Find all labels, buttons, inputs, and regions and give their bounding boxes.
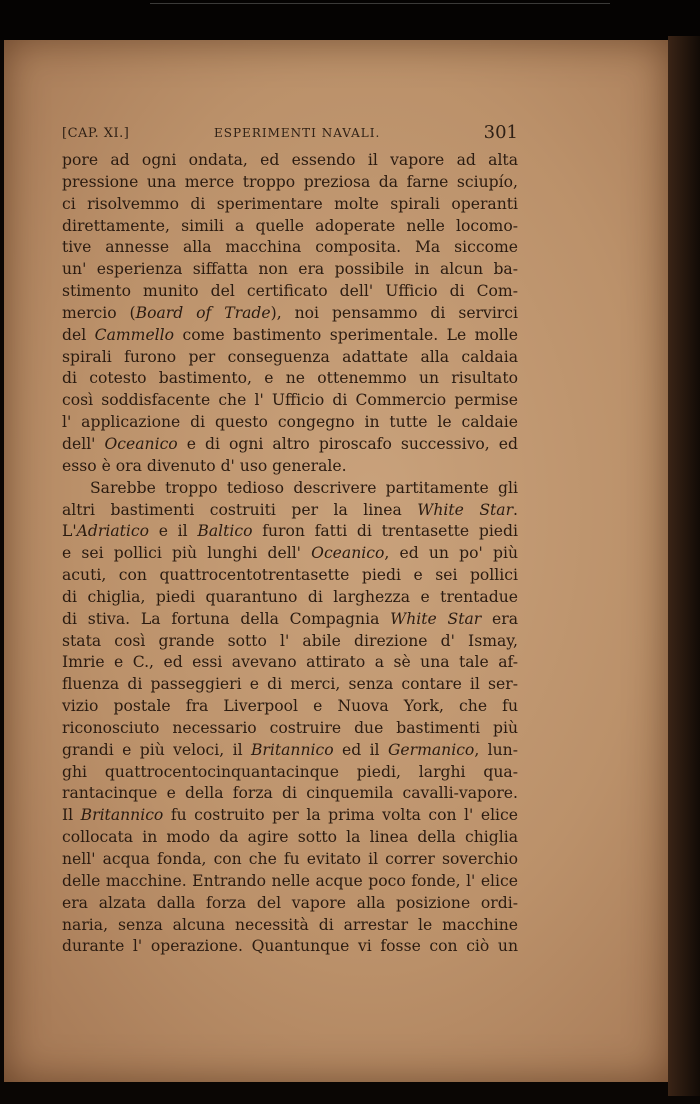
- italic-term: Britannico: [250, 740, 334, 759]
- italic-term: Adriatico: [76, 522, 150, 541]
- text-line: grandi e più veloci, il Britannico ed il Germanico, lun-: [62, 740, 518, 759]
- text-line: spirali furono per conseguenza adattate alla caldaia: [62, 347, 518, 366]
- italic-term: Cammello: [94, 325, 175, 344]
- running-title: ESPERIMENTI NAVALI.: [214, 126, 381, 140]
- text-line: mercio (Board of Trade), noi pensammo di servirci: [62, 303, 518, 322]
- text-line: L'Adriatico e il Baltico furon fatti di trentasette piedi: [62, 522, 519, 541]
- text-line: del Cammello come bastimento sperimentale. Le molle: [62, 325, 519, 344]
- text-line: di cotesto bastimento, e ne ottenemmo un risultato: [62, 369, 518, 388]
- italic-term: Oceanico: [311, 544, 385, 563]
- top-edge: [0, 0, 700, 40]
- text-line: pressione una merce troppo preziosa da farne sciupío,: [62, 172, 518, 191]
- text-line: Il Britannico fu costruito per la prima volta con l' elice: [62, 806, 518, 825]
- chapter-label: [CAP. XI.]: [62, 126, 130, 141]
- text-line: dell' Oceanico e di ogni altro piroscafo successivo, ed: [62, 434, 518, 453]
- edge-rule: [150, 3, 610, 4]
- text-line: nell' acqua fonda, con che fu evitato il correr soverchio: [62, 850, 518, 868]
- page-edge-shadow: [668, 36, 700, 1096]
- text-line: ghi quattrocentocinquantacinque piedi, larghi qua-: [62, 762, 518, 781]
- text-line: di stiva. La fortuna della Compagnia White Star era: [62, 609, 519, 628]
- page-number: 301: [483, 122, 518, 143]
- text-line: naria, senza alcuna necessità di arrestar le macchine: [62, 915, 518, 934]
- text-line: tive annesse alla macchina composita. Ma siccome: [62, 238, 518, 257]
- text-line: acuti, con quattrocentotrentasette piedi e sei pollici: [62, 566, 518, 585]
- text-line: vizio postale fra Liverpool e Nuova York, che fu: [62, 697, 518, 716]
- italic-term: Britannico: [80, 806, 164, 825]
- italic-term: Germanico: [387, 740, 475, 759]
- text-line: di chiglia, piedi quarantuno di larghezza e trentadue: [62, 587, 518, 606]
- text-line: riconosciuto necessario costruire due bastimenti più: [62, 718, 518, 737]
- text-line: Sarebbe troppo tedioso descrivere partitamente gli: [90, 478, 518, 497]
- text-line: l' applicazione di questo congegno in tutte le caldaie: [62, 413, 518, 432]
- italic-term: White Star: [417, 500, 514, 519]
- text-line: rantacinque e della forza di cinquemila cavalli-vapore.: [62, 784, 518, 803]
- italic-term: Baltico: [197, 522, 253, 541]
- running-header: [62, 118, 518, 146]
- text-line: stimento munito del certificato dell' Ufficio di Com-: [62, 282, 518, 301]
- italic-term: White Star: [390, 609, 482, 628]
- text-line: fluenza di passeggieri e di merci, senza contare il ser-: [62, 675, 518, 694]
- text-line: un' esperienza siffatta non era possibile in alcun ba-: [62, 260, 518, 279]
- text-line: esso è ora divenuto d' uso generale.: [62, 456, 347, 475]
- text-line: altri bastimenti costruiti per la linea White Star.: [62, 500, 518, 519]
- text-line: era alzata dalla forza del vapore alla posizione ordi-: [62, 893, 518, 912]
- text-line: e sei pollici più lunghi dell' Oceanico, ed un po' più: [62, 544, 518, 563]
- body-text: [62, 150, 518, 958]
- text-line: così soddisfacente che l' Ufficio di Commercio permise: [62, 391, 518, 410]
- text-line: pore ad ogni ondata, ed essendo il vapore ad alta: [62, 151, 518, 169]
- text-line: delle macchine. Entrando nelle acque poco fonde, l' elice: [62, 871, 518, 890]
- text-line: durante l' operazione. Quantunque vi fosse con ciò un: [62, 937, 518, 956]
- text-line: collocata in modo da agire sotto la linea della chiglia: [62, 828, 518, 847]
- text-line: stata così grande sotto l' abile direzione d' Ismay,: [62, 631, 518, 650]
- text-line: direttamente, simili a quelle adoperate nelle locomo-: [62, 216, 518, 235]
- text-line: Imrie e C., ed essi avevano attirato a sè una tale af-: [62, 653, 518, 672]
- italic-term: Oceanico: [104, 434, 178, 453]
- italic-term: Board of Trade: [135, 303, 271, 322]
- text-line: ci risolvemmo di sperimentare molte spirali operanti: [62, 194, 518, 213]
